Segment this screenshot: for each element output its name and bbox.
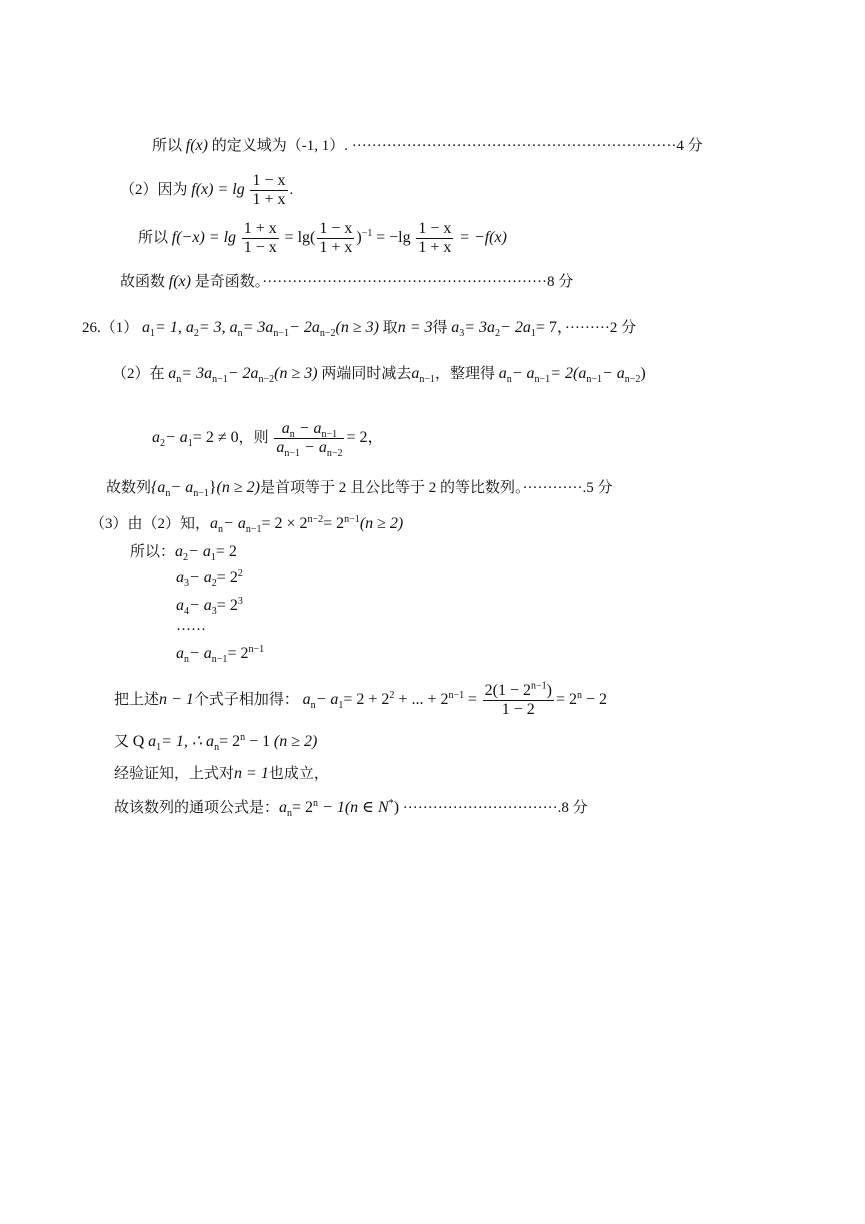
math-part: − 2 — [582, 690, 608, 708]
dot-leader: ························································· — [262, 274, 547, 290]
subscript: n−1 — [284, 448, 301, 460]
math-part: = 2 — [216, 597, 238, 614]
text-prefix: 把上述 — [114, 691, 160, 708]
math-part: ) — [393, 799, 400, 816]
subscript: n−1 — [245, 524, 262, 535]
math-var: a — [302, 690, 311, 708]
math-var: a — [210, 515, 219, 532]
fraction-denominator: 1 − x — [243, 239, 277, 256]
subscript: n — [176, 374, 182, 385]
text-take: 取 — [382, 320, 398, 336]
superscript: n−1 — [344, 514, 360, 525]
subscript: n — [218, 524, 224, 535]
line-odd-function — [120, 272, 573, 292]
math-part: = 2 + 2 — [343, 690, 390, 708]
math-var: a — [175, 543, 184, 560]
math-var: a — [176, 597, 184, 614]
text-domain: 的定义域为（-1, 1）. — [211, 138, 348, 154]
text-prefix: 所以 — [152, 138, 183, 154]
line-sum-2 — [176, 568, 243, 588]
text-prefix: 所以： — [130, 544, 176, 560]
math-part: = — [467, 690, 477, 708]
math-part: = 2， — [346, 428, 384, 446]
math-part: = 2 — [292, 799, 314, 816]
subscript: 1 — [156, 742, 162, 753]
math-part: ) — [640, 365, 646, 382]
math-n: n − 1 — [159, 690, 194, 708]
subscript: n−1 — [321, 429, 338, 441]
subscript: n — [237, 328, 243, 339]
superscript: n−2 — [307, 514, 324, 525]
math-part: − a — [188, 543, 211, 560]
fraction-2 — [317, 220, 354, 257]
superscript: n−1 — [248, 644, 265, 655]
fraction-3 — [416, 220, 453, 257]
subscript: n — [287, 808, 293, 819]
line-26-part2 — [112, 364, 646, 384]
text-prefix: （2）因为 — [120, 181, 188, 198]
subscript: 2 — [183, 552, 189, 563]
math-part: − a — [601, 365, 625, 382]
superscript: 3 — [237, 596, 243, 607]
math-var: a — [168, 365, 177, 382]
math-part: = 2 — [323, 515, 345, 532]
dot-leader: ······························· — [402, 800, 558, 816]
subscript: 3 — [184, 578, 189, 589]
subscript: n−1 — [193, 488, 209, 499]
line-26-part1 — [82, 318, 636, 338]
numerator-part: 2(1 − 2 — [484, 682, 531, 699]
fraction-ratio — [274, 420, 344, 460]
text-prefix: 所以 — [138, 229, 169, 246]
subscript: n — [214, 742, 220, 753]
math-part: − a — [294, 420, 322, 437]
fraction-numerator: 1 − x — [418, 220, 452, 237]
math-part: − 1(n ∈ N — [318, 799, 389, 816]
subscript: 1 — [187, 437, 193, 449]
fraction — [250, 172, 287, 209]
fraction-denominator — [274, 439, 344, 460]
math-part: = 2 × 2 — [261, 515, 308, 532]
math-part: − a — [223, 515, 246, 532]
line-domain — [152, 136, 703, 156]
math-lhs: f(x) = lg — [191, 180, 245, 198]
fraction-numerator: 1 − x — [252, 172, 286, 189]
subscript: n−2 — [258, 374, 275, 385]
math-part: − 2a — [500, 319, 531, 336]
superscript: n−1 — [448, 689, 465, 701]
math-part: − a — [189, 597, 212, 614]
dot-leader: ································································· — [351, 138, 677, 154]
math-part: (n ≥ 3) — [274, 365, 318, 382]
math-part: = 1, ∴ a — [161, 733, 215, 750]
fraction-1 — [242, 220, 279, 257]
math-exponent: −1 — [361, 227, 373, 239]
subscript: n — [506, 374, 512, 385]
subscript: n — [310, 699, 316, 711]
subscript: 2 — [495, 328, 501, 339]
superscript: n — [313, 798, 319, 809]
superscript: 2 — [389, 689, 395, 701]
math-part: = 3a — [464, 319, 496, 336]
fraction-numerator: 1 − x — [319, 220, 353, 237]
subscript: 4 — [184, 606, 189, 617]
subscript: 3 — [211, 606, 217, 617]
text-prefix: （2）在 — [112, 366, 165, 382]
math-part: − a — [189, 569, 212, 586]
subscript: 2 — [160, 437, 165, 449]
score-label: .5 分 — [582, 480, 613, 496]
subscript: 1 — [338, 699, 344, 711]
math-e: = −f(x) — [459, 228, 507, 246]
math-d: = −lg — [376, 228, 411, 246]
superscript: * — [388, 798, 394, 809]
subscript: 1 — [210, 552, 216, 563]
fraction-denominator: 1 − 2 — [501, 701, 535, 718]
math-part: − 1 — [245, 733, 271, 750]
text-then: ，则 — [238, 429, 269, 446]
math-part: = 7， — [535, 319, 565, 336]
subscript: n — [184, 654, 189, 665]
question-number: 26.（1） — [82, 320, 139, 336]
math-part: + ... + 2 — [394, 690, 449, 708]
dot-leader: ········· — [564, 320, 610, 336]
score-label: .8 分 — [557, 800, 588, 816]
text-conclusion: 是奇函数。 — [194, 274, 263, 290]
math-part: = 2 — [215, 543, 237, 560]
text-get: 得 — [432, 320, 448, 336]
math-c: ) — [356, 228, 362, 246]
ellipsis: ······ — [176, 622, 206, 638]
line-geometric — [106, 478, 612, 498]
text-prefix: 又 — [114, 734, 130, 750]
fraction-numerator: 1 + x — [243, 220, 277, 237]
superscript: n — [577, 689, 582, 701]
fraction-numerator — [274, 420, 344, 439]
math-part: } — [208, 479, 217, 496]
math-part: = 3, a — [198, 319, 238, 336]
line-verify — [114, 764, 329, 784]
score-label: 2 分 — [609, 320, 637, 336]
math-var: a — [142, 319, 151, 336]
math-part: − a — [300, 439, 327, 456]
math-part: (n ≥ 2) — [359, 515, 404, 532]
math-part: = 2 — [216, 569, 238, 586]
math-var: a — [148, 733, 157, 750]
numerator-part: ) — [546, 682, 552, 699]
fraction-denominator: 1 + x — [319, 239, 353, 256]
score-label: 4 分 — [676, 138, 703, 154]
fraction-numerator — [483, 682, 554, 701]
subscript: n — [289, 429, 295, 441]
math-var: a — [411, 365, 420, 382]
text-end: . — [289, 181, 294, 198]
math-part: (n ≥ 2) — [273, 733, 318, 750]
text-valid: 也成立， — [268, 766, 329, 782]
subscript: n — [165, 488, 171, 499]
math-part: − 2a — [227, 365, 259, 382]
line-an-formula — [114, 732, 317, 752]
math-n: n = 1 — [234, 765, 269, 782]
superscript: 2 — [237, 568, 243, 579]
text-prefix: 故函数 — [120, 274, 166, 290]
math-part: − a — [170, 479, 194, 496]
text-simplify: ，整理得 — [434, 366, 495, 382]
math-b: = lg( — [284, 228, 316, 246]
score-label: 8 分 — [546, 274, 574, 290]
subscript: n−2 — [319, 328, 336, 339]
line-sum-n — [176, 644, 264, 664]
math-var: a — [281, 420, 290, 437]
math-part: (n ≥ 2) — [216, 479, 260, 496]
text-conclusion: 是首项等于 2 且公比等于 2 的等比数列。 — [259, 480, 523, 496]
subscript: n−1 — [212, 374, 228, 385]
superscript: n — [240, 732, 246, 743]
fraction-sum — [483, 682, 554, 719]
line-part2-given — [120, 172, 293, 209]
subscript: n−1 — [273, 328, 290, 339]
math-part: = 3a — [181, 365, 213, 382]
subscript: n−1 — [211, 654, 228, 665]
text-add: 个式子相加得： — [193, 691, 299, 708]
math-var: a — [176, 645, 184, 662]
math-part: = 2(a — [550, 365, 587, 382]
fraction-denominator: 1 + x — [418, 239, 452, 256]
math-n: n = 3 — [397, 319, 433, 336]
dot-leader: ············ — [522, 480, 583, 496]
math-symbol: Q — [132, 733, 145, 750]
line-part2-derivation — [138, 220, 507, 257]
math-part: − a — [315, 690, 339, 708]
subscript: 3 — [459, 328, 465, 339]
math-var: a — [279, 799, 288, 816]
math-fx: f(x) — [168, 273, 191, 290]
math-part: = 2 — [227, 645, 249, 662]
math-part: − a — [189, 645, 212, 662]
math-var: a — [176, 569, 184, 586]
subscript: n−2 — [326, 448, 343, 460]
subscript: n−1 — [586, 374, 602, 385]
line-ellipsis — [176, 620, 206, 640]
math-part: = 2 — [555, 690, 577, 708]
text-prefix: 故数列 — [106, 480, 152, 496]
line-ratio — [152, 420, 384, 460]
fraction-denominator: 1 + x — [252, 191, 286, 208]
line-general-term — [114, 798, 588, 818]
subscript: 1 — [530, 328, 536, 339]
subscript: n−2 — [624, 374, 641, 385]
math-part: − a — [165, 428, 188, 446]
math-var: a — [498, 365, 507, 382]
text-prefix: 故该数列的通项公式是： — [114, 800, 280, 816]
math-fx: f(x) — [185, 137, 208, 154]
math-part: − a — [511, 365, 535, 382]
line-add-up — [114, 682, 607, 719]
line-sum-1 — [130, 542, 237, 562]
text-prefix: 经验证知，上式对 — [114, 766, 235, 782]
math-part: = 2 — [219, 733, 241, 750]
math-var: {a — [151, 479, 166, 496]
subscript: 2 — [211, 578, 217, 589]
math-part: = 1, a — [155, 319, 194, 336]
superscript: n−1 — [531, 680, 547, 692]
math-a: f(−x) = lg — [171, 228, 237, 246]
subscript: n−1 — [534, 374, 551, 385]
math-var: a — [152, 428, 160, 446]
subscript: n−1 — [419, 374, 435, 385]
math-part: = 2 ≠ 0 — [192, 428, 239, 446]
math-part: = 3a — [242, 319, 274, 336]
text-subtract: 两端同时减去 — [321, 366, 412, 382]
math-part: − 2a — [289, 319, 320, 336]
math-var: a — [276, 439, 285, 456]
line-sum-3 — [176, 596, 243, 616]
math-var: a — [451, 319, 460, 336]
math-part: (n ≥ 3) — [335, 319, 379, 336]
subscript: 2 — [193, 328, 199, 339]
text-prefix: （3）由（2）知， — [90, 516, 211, 532]
subscript: 1 — [150, 328, 156, 339]
line-26-part3 — [90, 514, 403, 534]
